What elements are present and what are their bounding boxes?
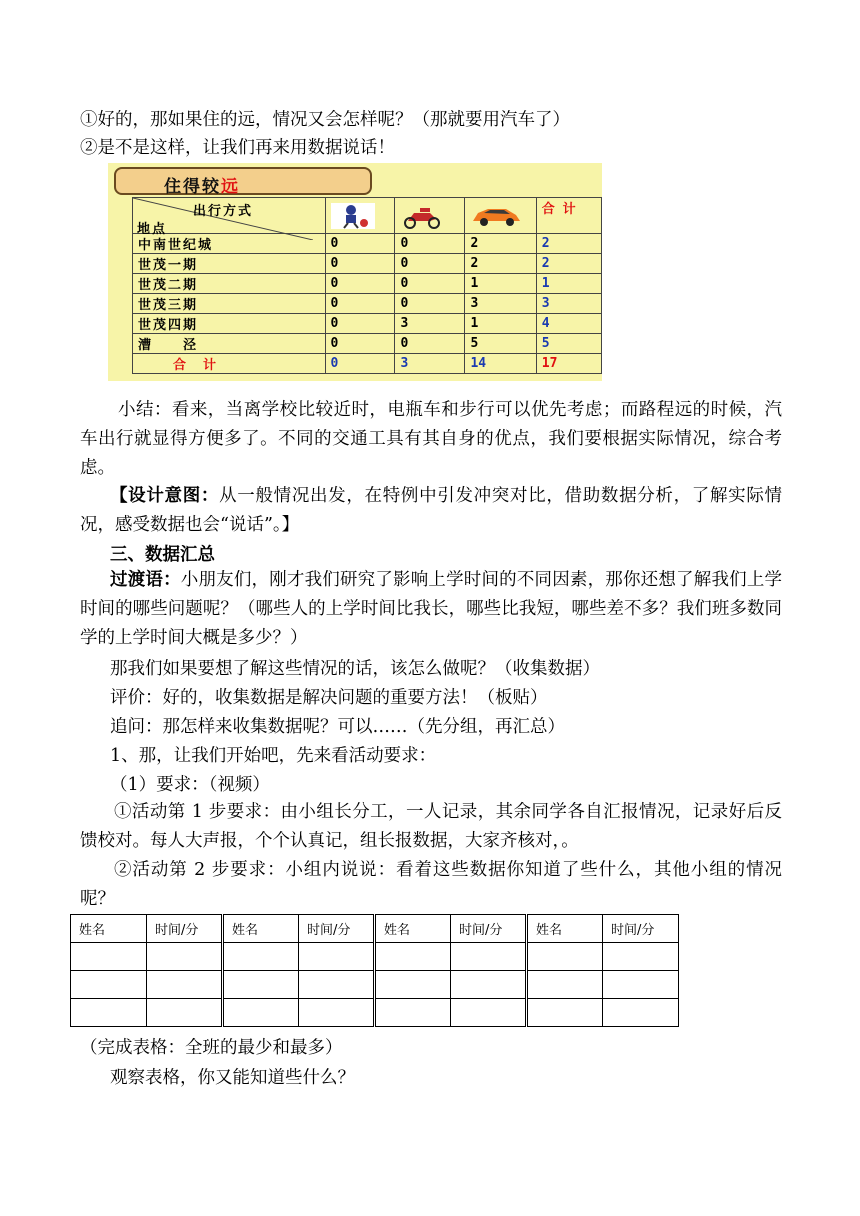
walk-cell: 0 <box>325 254 395 274</box>
design-intent-paragraph <box>80 482 782 540</box>
walk-cell: 0 <box>325 314 395 334</box>
empty-cell <box>299 971 375 999</box>
activity-step-1-text: ①活动第 1 步要求：由小组长分工，一人记录，其余同学各自汇报情况，记录好后反馈校对。每人大声报，个个认真记，组长报数据，大家齐核对，。 <box>80 802 782 851</box>
empty-cell <box>71 971 147 999</box>
car-cell: 5 <box>465 334 536 354</box>
empty-cell <box>147 971 223 999</box>
table-header-row <box>71 915 679 943</box>
name-header: 姓名 <box>223 915 299 943</box>
walk-header <box>325 198 395 234</box>
car-cell: 2 <box>465 234 536 254</box>
sum-car: 14 <box>465 354 536 374</box>
empty-cell <box>299 999 375 1027</box>
slide-title-prefix: 住得较 <box>164 177 221 197</box>
place-cell: 中南世纪城 <box>133 234 326 254</box>
empty-cell <box>451 971 527 999</box>
empty-cell <box>299 943 375 971</box>
place-cell: 世茂一期 <box>133 254 326 274</box>
place-cell: 世茂四期 <box>133 314 326 334</box>
ebike-cell: 0 <box>395 274 465 294</box>
car-cell: 1 <box>465 274 536 294</box>
header-place: 地点 <box>137 222 168 237</box>
empty-cell <box>375 943 451 971</box>
sum-walk: 0 <box>325 354 395 374</box>
total-cell: 2 <box>536 254 601 274</box>
total-cell: 5 <box>536 334 601 354</box>
empty-cell <box>147 943 223 971</box>
evaluation-line: 评价：好的，收集数据是解决问题的重要方法！（板贴） <box>110 688 548 708</box>
car-cell: 2 <box>465 254 536 274</box>
ebike-header <box>395 198 465 234</box>
empty-cell <box>603 999 679 1027</box>
sum-ebike: 3 <box>395 354 465 374</box>
walk-cell: 0 <box>325 294 395 314</box>
table-row <box>71 943 679 971</box>
name-header: 姓名 <box>71 915 147 943</box>
sum-total: 17 <box>536 354 601 374</box>
car-header <box>465 198 536 234</box>
empty-cell <box>223 943 299 971</box>
sum-label: 合 计 <box>133 354 326 374</box>
travel-table <box>132 197 602 374</box>
header-mode: 出行方式 <box>193 204 254 219</box>
slide-title-tab <box>114 167 372 195</box>
text-line-2: ②是不是这样，让我们再来用数据说话！ <box>80 138 395 158</box>
ebike-icon <box>400 203 444 229</box>
total-cell: 4 <box>536 314 601 334</box>
car-cell: 1 <box>465 314 536 334</box>
place-cell: 漕 泾 <box>133 334 326 354</box>
empty-cell <box>223 999 299 1027</box>
empty-cell <box>71 943 147 971</box>
time-header: 时间/分 <box>451 915 527 943</box>
empty-cell <box>451 999 527 1027</box>
follow-up-line: 追问：那怎样来收集数据呢？可以……（先分组，再汇总） <box>110 717 565 737</box>
ebike-cell: 0 <box>395 234 465 254</box>
activity-step-2 <box>80 856 782 914</box>
slide-image <box>108 163 602 381</box>
activity-step-1 <box>80 798 782 856</box>
empty-cell <box>375 971 451 999</box>
transition-text: 小朋友们，刚才我们研究了影响上学时间的不同因素，那你还想了解我们上学时间的哪些问题呢？（哪些人的上学时间比我长，哪些比我短，哪些差不多？我们班多数同学的上学时间大概是多少？） <box>80 570 783 648</box>
ebike-cell: 0 <box>395 294 465 314</box>
empty-cell <box>375 999 451 1027</box>
ebike-cell: 3 <box>395 314 465 334</box>
walk-cell: 0 <box>325 274 395 294</box>
empty-cell <box>451 943 527 971</box>
walk-cell: 0 <box>325 234 395 254</box>
empty-cell <box>223 971 299 999</box>
total-cell: 1 <box>536 274 601 294</box>
transition-paragraph <box>80 566 782 653</box>
observe-line: 观察表格，你又能知道些什么？ <box>110 1068 355 1088</box>
walk-cell: 0 <box>325 334 395 354</box>
total-cell: 2 <box>536 234 601 254</box>
design-intent-label: 【设计意图： <box>110 486 220 506</box>
text-line-1: ①好的，那如果住的远，情况又会怎样呢？（那就要用汽车了） <box>80 110 570 130</box>
time-header: 时间/分 <box>299 915 375 943</box>
summary-paragraph <box>80 396 782 483</box>
table-row <box>133 294 602 314</box>
car-cell: 3 <box>465 294 536 314</box>
sum-row <box>133 354 602 374</box>
empty-cell <box>527 943 603 971</box>
table-row <box>71 971 679 999</box>
table-row <box>133 274 602 294</box>
activity-step-2-text: ②活动第 2 步要求：小组内说说：看着这些数据你知道了些什么，其他小组的情况呢？ <box>80 860 782 909</box>
requirement-line: （1）要求：（视频） <box>110 775 270 795</box>
ebike-cell: 0 <box>395 334 465 354</box>
total-header: 合 计 <box>536 198 601 234</box>
place-cell: 世茂三期 <box>133 294 326 314</box>
empty-cell <box>71 999 147 1027</box>
slide-title-highlight: 远 <box>221 177 240 197</box>
table-row <box>133 254 602 274</box>
empty-cell <box>603 971 679 999</box>
walking-child-icon <box>331 203 375 229</box>
table-row <box>133 334 602 354</box>
name-header: 姓名 <box>375 915 451 943</box>
section-heading: 三、数据汇总 <box>110 545 215 565</box>
table-row <box>133 314 602 334</box>
transition-label: 过渡语： <box>110 570 181 590</box>
header-diagonal-cell <box>133 198 326 237</box>
empty-cell <box>147 999 223 1027</box>
total-cell: 3 <box>536 294 601 314</box>
time-header: 时间/分 <box>603 915 679 943</box>
time-header: 时间/分 <box>147 915 223 943</box>
place-cell: 世茂二期 <box>133 274 326 294</box>
empty-cell <box>603 943 679 971</box>
design-intent-text: 从一般情况出发，在特例中引发冲突对比，借助数据分析，了解实际情况，感受数据也会“说话”。】 <box>80 486 783 535</box>
car-icon <box>470 203 522 229</box>
question-line: 那我们如果要想了解这些情况的话，该怎么做呢？（收集数据） <box>110 659 600 679</box>
complete-table-note: （完成表格：全班的最少和最多） <box>80 1038 343 1058</box>
table-row <box>71 999 679 1027</box>
empty-cell <box>527 971 603 999</box>
step-line: 1、那，让我们开始吧，先来看活动要求： <box>110 746 437 766</box>
summary-text: 小结：看来，当离学校比较近时，电瓶车和步行可以优先考虑；而路程远的时候，汽车出行就显得方便多了。不同的交通工具有其自身的优点，我们要根据实际情况，综合考虑。 <box>80 400 782 478</box>
empty-cell <box>527 999 603 1027</box>
name-header: 姓名 <box>527 915 603 943</box>
record-table <box>70 914 679 1027</box>
ebike-cell: 0 <box>395 254 465 274</box>
